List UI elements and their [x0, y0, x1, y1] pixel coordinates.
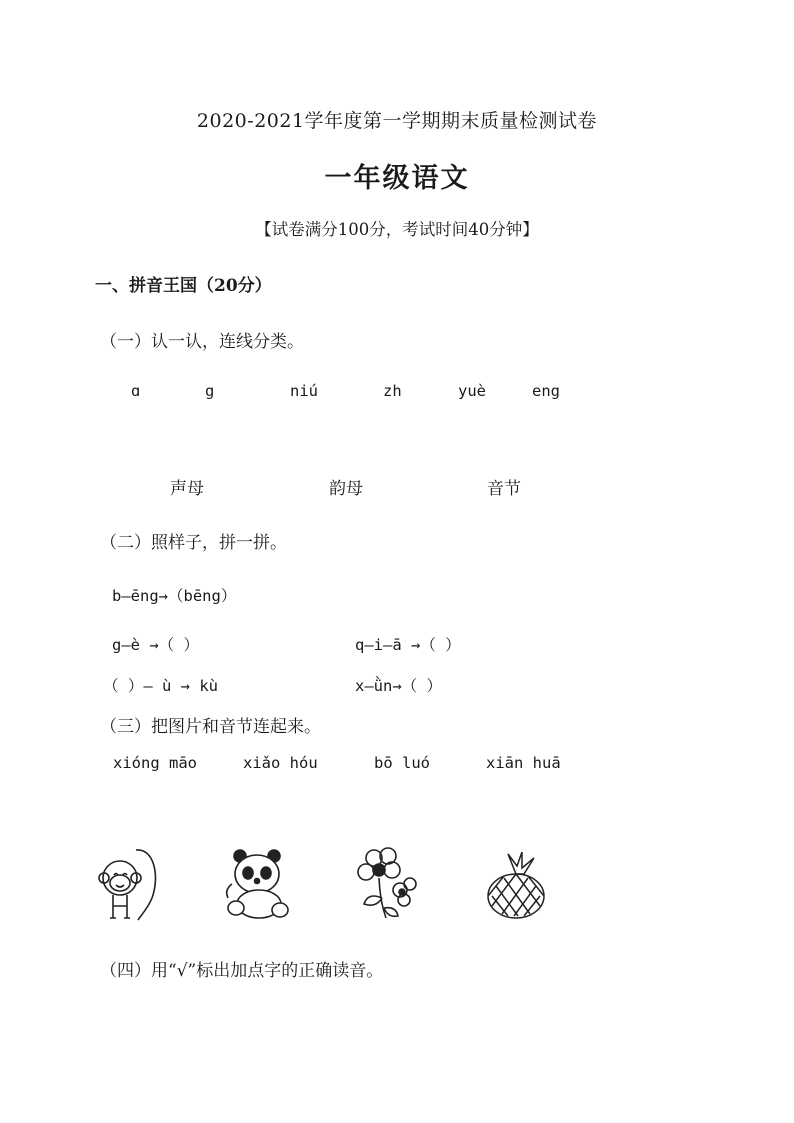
- pinyin-item: zh: [383, 382, 402, 400]
- category-label: 音节: [487, 479, 521, 499]
- spelling-item: （ ）— ù → kù: [103, 677, 218, 695]
- pinyin-item: yuè: [458, 382, 486, 400]
- monkey-icon: [96, 836, 160, 924]
- section-title: 一、拼音王国（20分）: [95, 276, 272, 296]
- question-4-prompt: （四）用“√”标出加点字的正确读音。: [100, 961, 384, 981]
- syllable-item: xióng māo: [113, 754, 197, 772]
- pinyin-item: ɑ: [131, 382, 141, 400]
- panda-icon: [222, 848, 292, 920]
- question-2-prompt: （二）照样子，拼一拼。: [100, 533, 287, 553]
- exam-note: 【试卷满分100分，考试时间40分钟】: [255, 220, 539, 239]
- spelling-item: g—è →（ ）: [112, 636, 199, 654]
- flower-icon: [352, 846, 422, 922]
- spelling-item: q—i—ā →（ ）: [355, 636, 461, 654]
- category-label: 韵母: [329, 479, 363, 499]
- pineapple-icon: [484, 852, 548, 922]
- pinyin-item: niú: [290, 382, 318, 400]
- category-label: 声母: [170, 479, 204, 499]
- pinyin-item: g: [205, 382, 215, 400]
- syllable-item: bō luó: [374, 754, 430, 772]
- pinyin-item: eng: [532, 382, 560, 400]
- spelling-item: x—ǜn→（ ）: [355, 677, 442, 695]
- exam-title: 2020-2021学年度第一学期期末质量检测试卷: [196, 110, 598, 132]
- subject-title: 一年级语文: [324, 163, 470, 194]
- syllable-item: xiǎo hóu: [243, 754, 318, 772]
- question-3-prompt: （三）把图片和音节连起来。: [100, 717, 321, 737]
- example-spelling: b—ēng→（bēng）: [112, 587, 237, 605]
- syllable-item: xiān huā: [486, 754, 561, 772]
- question-1-prompt: （一）认一认，连线分类。: [100, 332, 304, 352]
